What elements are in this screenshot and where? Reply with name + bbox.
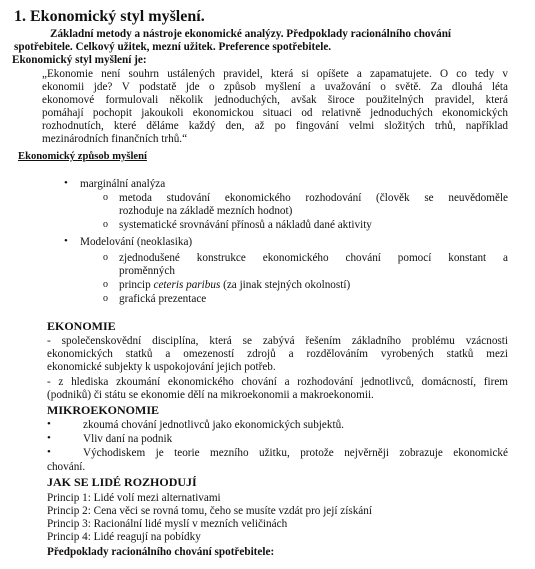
sub-list-item: zjednodušené konstrukce ekonomického chování pomocí konstant a <box>119 252 508 264</box>
quote-line: ekonomii jde? V podstatě jde o způsob myšlení a uvažování o světě. Za dlouhá léta <box>42 81 508 93</box>
sub-list-item: grafická prezentace <box>119 293 207 305</box>
quote-line: mezinárodních finančních trhů.“ <box>42 133 188 145</box>
principle-item: Princip 2: Cena věci se rovná tomu, čeho se musíte vzdát pro její získání <box>47 505 372 517</box>
sub-list-item-cont: rozhoduje na základě mezních hodnot) <box>119 205 293 217</box>
list-item: marginální analýza <box>80 178 166 190</box>
principle-item: Princip 3: Racionální lidé myslí v mezních veličinách <box>47 518 288 530</box>
bullet-icon: • <box>64 235 68 247</box>
list-item: Východiskem je teorie mezního užitku, protože nejvěrněji zobrazuje ekonomické <box>83 447 508 459</box>
sub-list-item: princip ceteris paribus (za jinak stejných okolností) <box>119 279 351 291</box>
paragraph-line: ekonomických statků a omezeností zdrojů a rozdělováním vyrobených statků mezi <box>47 348 508 360</box>
list-item: Vliv daní na podnik <box>83 433 173 445</box>
bullet-icon: • <box>47 418 51 430</box>
intro-label: Ekonomický styl myšlení je: <box>12 54 147 66</box>
paragraph-line: - z hlediska zkoumání ekonomického chování a rozhodování jednotlivců, domácností, firem <box>47 376 508 388</box>
principle-item: Princip 1: Lidé volí mezi alternativami <box>47 492 221 504</box>
circle-bullet-icon: o <box>103 192 108 203</box>
subtitle-line-2: spotřebitele. Celkový užitek, mezní užitek. Preference spotřebitele. <box>14 41 332 53</box>
section-heading-jak: JAK SE LIDÉ ROZHODUJÍ <box>47 475 197 489</box>
quote-line: rozhodnutích, které děláme každý den, až po fingování velmi složitých trhů, například <box>42 120 508 132</box>
sub-list-item-cont: proměnných <box>119 265 175 277</box>
quote-line: ekonomové formulovali několik jednoduchých, avšak široce použitelných pravidel, která <box>42 94 508 106</box>
section-heading-zpusob: Ekonomický způsob myšlení <box>18 151 147 162</box>
circle-bullet-icon: o <box>103 279 108 290</box>
bullet-icon: • <box>47 432 51 444</box>
circle-bullet-icon: o <box>103 252 108 263</box>
section-heading-mikroekonomie: MIKROEKONOMIE <box>47 403 160 417</box>
quote-line: pomáhají pochopit jakoukoli ekonomickou situaci od relativně jednoduchých ekonomických <box>42 107 508 119</box>
section-heading-predpoklady: Předpoklady racionálního chování spotřebitele: <box>47 546 275 558</box>
paragraph-line: ekonomické subjekty k uspokojování jejich potřeb. <box>47 361 276 373</box>
subtitle-line-1: Základní metody a nástroje ekonomické analýzy. Předpoklady racionálního chování <box>50 28 452 40</box>
page-title: 1. Ekonomický styl myšlení. <box>14 8 205 25</box>
list-item: Modelování (neoklasika) <box>80 236 193 248</box>
bullet-icon: • <box>64 177 68 189</box>
paragraph-line: (podniků) či státu se ekonomie dělí na mikroekonomii a makroekonomii. <box>47 389 374 401</box>
bullet-icon: • <box>47 446 51 458</box>
sub-list-item: systematické srovnávání přínosů a nákladů dané aktivity <box>119 219 372 231</box>
quote-line: „Ekonomie není souhrn ustálených pravidel, která si opíšete a zapamatujete. O co tedy v <box>42 68 508 80</box>
list-item-cont: chování. <box>47 461 86 473</box>
circle-bullet-icon: o <box>103 219 108 230</box>
paragraph-line: - společenskovědní disciplína, která se zabývá řešením základního problému vzácnosti <box>47 335 508 347</box>
circle-bullet-icon: o <box>103 293 108 304</box>
list-item: zkoumá chování jednotlivců jako ekonomických subjektů. <box>83 419 344 431</box>
italic-term: ceteris paribus <box>153 279 221 291</box>
sub-list-item: metoda studování ekonomického rozhodování (člověk se neuvědoměle <box>119 192 508 204</box>
section-heading-ekonomie: EKONOMIE <box>47 319 116 333</box>
principle-item: Princip 4: Lidé reagují na pobídky <box>47 531 201 543</box>
